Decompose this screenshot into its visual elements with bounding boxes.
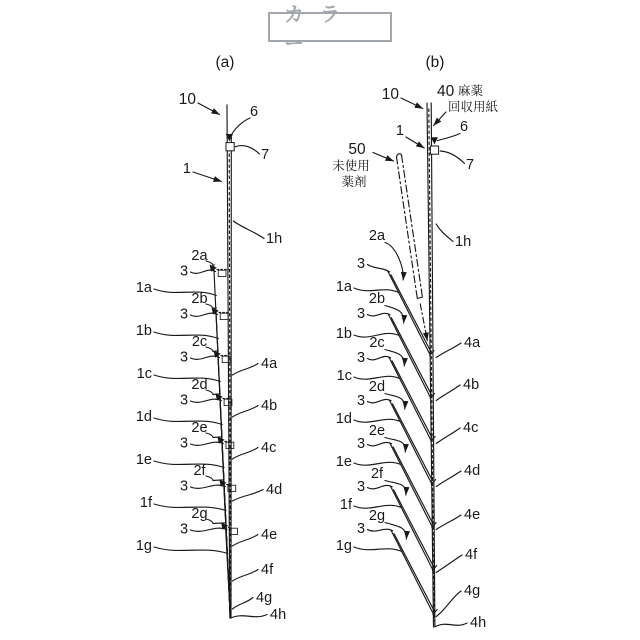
section-label-3: 4d: [266, 482, 283, 498]
flap-label-5: 3: [179, 478, 189, 495]
section-label-0: 4a: [464, 335, 481, 351]
body-number-leader: [406, 137, 424, 148]
flap-leader-1: [368, 313, 391, 316]
section-label-2: 4c: [463, 420, 479, 436]
section-leader-4: [232, 535, 258, 547]
section-label-2: 4c: [261, 440, 277, 456]
pocket-label-2: 1c: [136, 366, 152, 382]
opening-label-5: 2f: [193, 463, 206, 479]
pocket-leader-3: [154, 418, 222, 425]
open-pocket-edge-2: [389, 357, 432, 441]
sheet-number-leader: [401, 98, 423, 109]
section-label-1: 4b: [261, 398, 278, 414]
pocket-label-6: 1g: [135, 538, 152, 554]
collection-sheet-word-2: 回収用紙: [448, 100, 499, 114]
pocket-inner-edge-2: [392, 361, 432, 438]
pocket-label-4: 1e: [335, 454, 352, 470]
flap-leader-3: [368, 399, 392, 402]
opening-label-1: 2b: [368, 291, 386, 307]
section-label-4: 4e: [261, 527, 278, 543]
pocket-label-3: 1d: [135, 409, 152, 425]
pocket-label-0: 1a: [135, 280, 152, 296]
flap-label-1: 3: [179, 306, 189, 323]
flap-leader-4: [368, 442, 392, 445]
section-leader-2: [436, 428, 460, 444]
pocket-label-2: 1c: [336, 368, 352, 384]
pocket-label-4: 1e: [135, 452, 152, 468]
open-pocket-edge-6: [391, 530, 434, 614]
section-leader-1: [232, 406, 258, 418]
section-leader-0: [232, 364, 258, 376]
opening-leader-5: [206, 476, 224, 481]
top-section-leader: [233, 221, 264, 239]
band-number-label: 7: [260, 147, 270, 163]
opening-leader-3: [206, 390, 220, 395]
flap-label-0: 3: [179, 263, 189, 280]
pocket-inner-edge-4: [393, 447, 433, 524]
section-label-1: 4b: [463, 377, 480, 393]
opening-label-2: 2c: [369, 335, 385, 351]
band-number-leader: [235, 146, 259, 154]
pocket-label-6: 1g: [335, 538, 352, 554]
opening-label-0: 2a: [368, 228, 386, 244]
pocket-leader-4: [354, 462, 401, 465]
section-label-5: 4f: [261, 562, 274, 578]
top-section-leader: [436, 224, 453, 242]
flap-leader-6: [191, 528, 228, 531]
figure-b: [332, 54, 498, 631]
seal-number-leader: [231, 118, 250, 136]
unused-drug-edge-right: [402, 156, 423, 298]
opening-label-2: 2c: [191, 334, 208, 350]
unused-drug-leader: [373, 153, 394, 162]
opening-arrow-0: [385, 243, 403, 281]
flap-label-6: 3: [179, 521, 189, 538]
color-stamp-text: カラー: [284, 4, 356, 55]
opening-leader-2: [206, 347, 218, 352]
section-label-6: 4g: [464, 583, 481, 599]
opening-label-0: 2a: [191, 248, 208, 264]
section-leader-5: [436, 555, 462, 573]
band-number-leader: [440, 151, 464, 164]
pocket-inner-edge-6: [394, 534, 434, 611]
flap-bracket-icon-0: [218, 270, 226, 276]
section-leader-1: [436, 385, 460, 401]
section-label-7: 4h: [270, 607, 287, 623]
flap-label-2: 3: [356, 350, 366, 366]
opening-arrow-2: [385, 350, 404, 367]
flap-label-5: 3: [356, 479, 366, 495]
sheet-number-label: 10: [178, 91, 196, 108]
section-leader-5: [232, 570, 258, 582]
section-label-0: 4a: [261, 356, 278, 372]
collection-sheet-word-1: 麻薬: [458, 84, 484, 98]
top-section-label: 1h: [455, 234, 472, 250]
open-pocket-edge-5: [390, 486, 433, 570]
section-label-6: 4g: [256, 590, 273, 606]
section-leader-7: [436, 623, 468, 627]
opening-label-6: 2g: [368, 508, 386, 524]
pocket-label-0: 1a: [335, 279, 352, 295]
section-leader-7: [231, 615, 267, 619]
insertion-direction-arrow: [420, 304, 427, 341]
flap-label-3: 3: [356, 393, 366, 409]
opening-label-1: 2b: [191, 291, 208, 307]
pocket-inner-edge-3: [393, 404, 433, 481]
section-leader-3: [232, 490, 263, 502]
section-label-3: 4d: [464, 463, 481, 479]
section-label-7: 4h: [470, 615, 487, 631]
collection-sheet-leader: [434, 112, 446, 126]
section-label-4: 4e: [464, 507, 481, 523]
opening-leader-4: [206, 433, 222, 438]
section-leader-6: [436, 591, 461, 617]
flap-leader-5: [191, 485, 226, 488]
band-mark-icon: [226, 143, 234, 151]
collection-sheet-number: 40: [437, 83, 455, 100]
flap-label-6: 3: [356, 521, 366, 537]
opening-label-3: 2d: [191, 377, 208, 393]
sheet-number-label: 10: [381, 86, 399, 103]
flap-leader-0: [191, 270, 216, 273]
pocket-label-1: 1b: [135, 323, 152, 339]
flap-bracket-icon-1: [220, 313, 228, 319]
flap-leader-5: [368, 485, 393, 488]
section-leader-0: [436, 343, 461, 358]
unused-drug-bottom-cap: [417, 297, 422, 299]
flap-leader-6: [368, 529, 393, 531]
section-leader-2: [232, 448, 258, 460]
figure-b-caption: (b): [425, 54, 445, 71]
pocket-inner-edge-0: [391, 275, 431, 352]
flap-label-4: 3: [356, 436, 366, 452]
pocket-label-5: 1f: [339, 497, 352, 513]
unused-drug-word-1: 未使用: [332, 159, 370, 173]
body-number-leader: [193, 172, 222, 182]
figure-a: [136, 54, 286, 623]
section-label-5: 4f: [465, 547, 478, 563]
pocket-leader-2: [154, 375, 220, 382]
opening-label-6: 2g: [191, 506, 208, 522]
section-leader-4: [436, 515, 461, 530]
flap-leader-3: [191, 399, 222, 402]
unused-drug-top-cap: [397, 154, 402, 157]
pocket-label-1: 1b: [335, 326, 352, 342]
flap-leader-4: [191, 442, 224, 445]
opening-label-4: 2e: [368, 423, 386, 439]
flap-leader-2: [368, 356, 391, 359]
pocket-leader-3: [354, 419, 400, 422]
pocket-label-5: 1f: [139, 495, 152, 511]
body-number-label: 1: [395, 123, 404, 139]
seal-number-label: 6: [459, 119, 469, 135]
opening-label-4: 2e: [191, 420, 208, 436]
section-leader-3: [436, 471, 461, 487]
section-leader-6: [232, 598, 253, 610]
flap-label-1: 3: [356, 306, 366, 322]
pocket-label-3: 1d: [335, 411, 352, 427]
open-pocket-edge-3: [389, 400, 432, 484]
band-mark-icon: [430, 146, 438, 154]
flap-leader-1: [191, 313, 218, 316]
pocket-inner-edge-1: [391, 318, 431, 395]
body-number-label: 1: [182, 161, 191, 177]
seal-number-label: 6: [249, 104, 259, 120]
flap-leader-2: [191, 356, 220, 359]
unused-drug-edge-left: [397, 157, 418, 299]
opening-label-5: 2f: [370, 466, 384, 482]
figure-a-caption: (a): [215, 54, 235, 71]
pocket-leader-4: [154, 461, 224, 468]
pocket-inner-edge-5: [394, 490, 434, 567]
pocket-leader-6: [354, 547, 402, 552]
open-pocket-edge-4: [390, 443, 433, 527]
flap-leader-0: [368, 265, 390, 272]
pocket-leader-6: [154, 547, 228, 554]
pocket-leader-1: [154, 332, 218, 339]
flap-label-2: 3: [179, 349, 189, 366]
opening-leader-6: [206, 519, 226, 524]
open-pocket-edge-0: [388, 271, 431, 355]
sheet-number-leader: [198, 103, 220, 115]
top-section-label: 1h: [266, 231, 283, 247]
band-number-label: 7: [465, 157, 475, 173]
pocket-leader-5: [154, 504, 226, 511]
opening-arrow-3: [385, 394, 405, 410]
flap-label-3: 3: [179, 392, 189, 409]
flap-label-4: 3: [179, 435, 189, 452]
opening-label-3: 2d: [368, 379, 386, 395]
unused-drug-word-2: 薬剤: [341, 175, 367, 189]
flap-label-0: 3: [356, 256, 366, 272]
seal-number-leader: [438, 134, 461, 141]
unused-drug-number: 50: [348, 141, 366, 158]
